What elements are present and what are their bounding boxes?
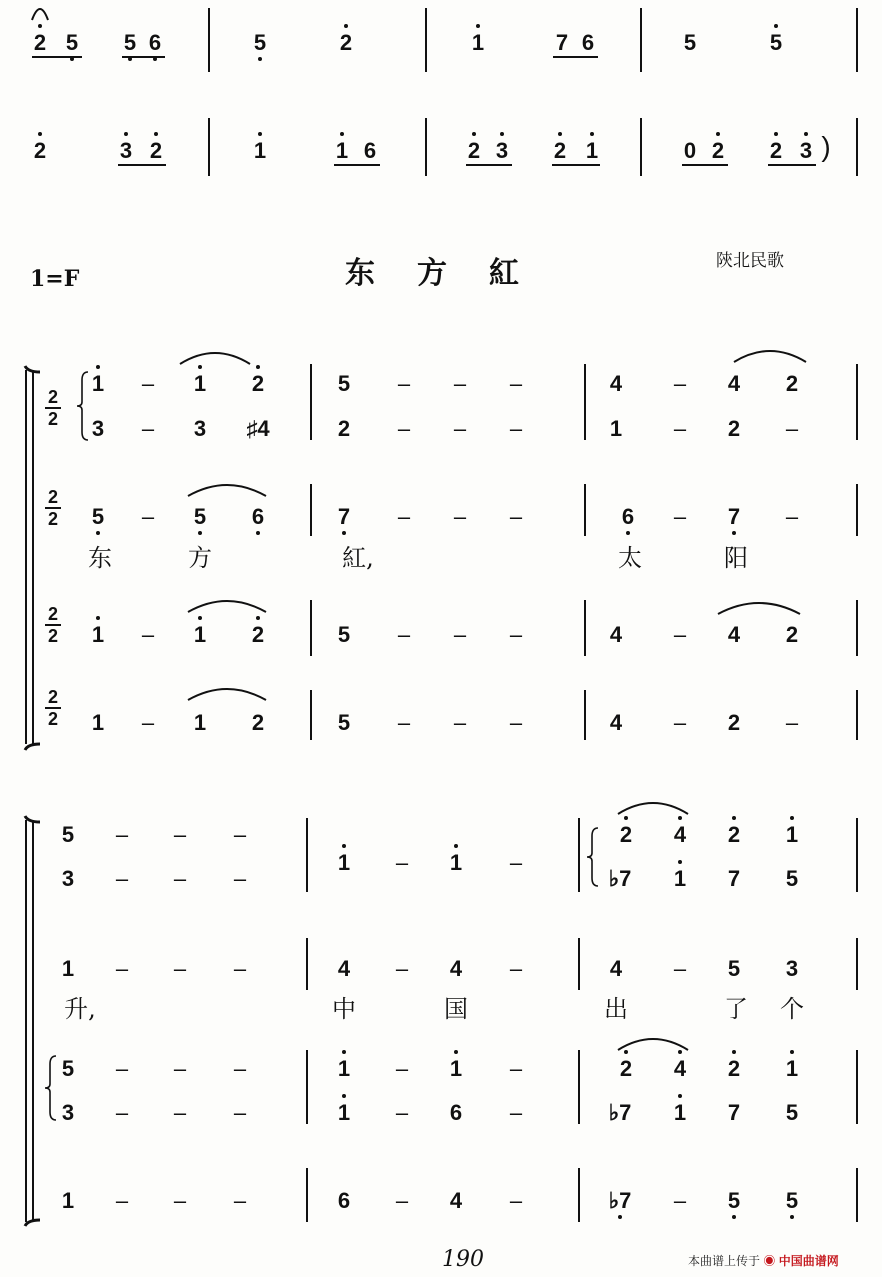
note: 6 bbox=[337, 1188, 351, 1213]
dash: – bbox=[173, 1100, 187, 1125]
time-sig-top: 2 bbox=[47, 604, 58, 624]
note: 4 bbox=[727, 622, 741, 647]
note: 2 bbox=[149, 138, 163, 163]
dash: – bbox=[395, 850, 409, 875]
time-sig-bottom: 2 bbox=[47, 626, 58, 646]
note: 1 bbox=[673, 1100, 687, 1125]
page-number: 190 bbox=[442, 1247, 484, 1272]
tie-slur bbox=[188, 485, 266, 496]
system-bracket-bottom bbox=[25, 1220, 40, 1226]
dash: – bbox=[397, 416, 411, 441]
lyric-syllable: 国 bbox=[444, 995, 468, 1023]
dash: – bbox=[673, 710, 687, 735]
lyric-syllable: 了 bbox=[724, 995, 748, 1023]
note: 7 bbox=[727, 1100, 741, 1125]
note: 1 bbox=[785, 1056, 799, 1081]
note: 5 bbox=[65, 30, 79, 55]
note: 5 bbox=[727, 956, 741, 981]
note: 4 bbox=[609, 622, 623, 647]
dash: – bbox=[233, 866, 247, 891]
note: 7 bbox=[555, 30, 569, 55]
key-signature: 1=F bbox=[30, 266, 80, 292]
note: 2 bbox=[33, 30, 47, 55]
note: 2 bbox=[33, 138, 47, 163]
note: 5 bbox=[61, 822, 75, 847]
dash: – bbox=[673, 504, 687, 529]
note: 1 bbox=[91, 622, 105, 647]
note: 3 bbox=[91, 416, 105, 441]
note: 3 bbox=[785, 956, 799, 981]
note: 1 bbox=[61, 1188, 75, 1213]
note: 5 bbox=[253, 30, 267, 55]
time-sig-top: 2 bbox=[47, 687, 58, 707]
note: 1 bbox=[785, 822, 799, 847]
note: 2 bbox=[467, 138, 481, 163]
dash: – bbox=[141, 710, 155, 735]
dash: – bbox=[233, 1188, 247, 1213]
dash: – bbox=[115, 956, 129, 981]
note: 2 bbox=[619, 822, 633, 847]
dash: – bbox=[509, 416, 523, 441]
note: 5 bbox=[785, 1188, 799, 1213]
dash: – bbox=[395, 1188, 409, 1213]
tie-slur bbox=[32, 9, 48, 20]
dash: – bbox=[395, 1056, 409, 1081]
note: 1 bbox=[471, 30, 485, 55]
dash: – bbox=[141, 371, 155, 396]
note: 4 bbox=[673, 1056, 687, 1081]
lyric-syllable: 东 bbox=[88, 544, 112, 572]
note: 5 bbox=[193, 504, 207, 529]
note: 1 bbox=[585, 138, 599, 163]
note: 5 bbox=[785, 866, 799, 891]
note: 5 bbox=[337, 371, 351, 396]
note: 2 bbox=[785, 622, 799, 647]
note: 5 bbox=[337, 622, 351, 647]
dash: – bbox=[509, 710, 523, 735]
tie-slur bbox=[734, 351, 806, 362]
note: 7 bbox=[337, 504, 351, 529]
dash: – bbox=[233, 1056, 247, 1081]
dash: – bbox=[173, 1056, 187, 1081]
note: 1 bbox=[337, 850, 351, 875]
dash: – bbox=[233, 1100, 247, 1125]
dash: – bbox=[453, 504, 467, 529]
dash: – bbox=[115, 822, 129, 847]
note: 0 bbox=[683, 138, 697, 163]
dash: – bbox=[115, 1188, 129, 1213]
note: 1 bbox=[449, 1056, 463, 1081]
dash: – bbox=[173, 822, 187, 847]
note: 3 bbox=[61, 1100, 75, 1125]
lyric-syllable: 升, bbox=[64, 995, 96, 1023]
note: ♭7 bbox=[608, 866, 632, 891]
note: 1 bbox=[673, 866, 687, 891]
note: 1 bbox=[449, 850, 463, 875]
note: 2 bbox=[337, 416, 351, 441]
dash: – bbox=[785, 504, 799, 529]
dash: – bbox=[673, 622, 687, 647]
note: 7 bbox=[727, 504, 741, 529]
voice-brace bbox=[77, 372, 88, 440]
note: 6 bbox=[148, 30, 162, 55]
note: 3 bbox=[119, 138, 133, 163]
note: 1 bbox=[337, 1100, 351, 1125]
note: 1 bbox=[335, 138, 349, 163]
dash: – bbox=[785, 416, 799, 441]
note: 1 bbox=[91, 710, 105, 735]
tie-slur bbox=[180, 353, 250, 364]
dash: – bbox=[397, 371, 411, 396]
note: 5 bbox=[727, 1188, 741, 1213]
note: 1 bbox=[91, 371, 105, 396]
song-title: 东方紅 bbox=[345, 256, 561, 291]
dash: – bbox=[453, 371, 467, 396]
voice-brace bbox=[587, 828, 598, 886]
note: 6 bbox=[621, 504, 635, 529]
note: 2 bbox=[339, 30, 353, 55]
note: 5 bbox=[337, 710, 351, 735]
voice-brace bbox=[45, 1056, 56, 1120]
note: 3 bbox=[193, 416, 207, 441]
note: 5 bbox=[123, 30, 137, 55]
site-brand: 中国曲谱网 bbox=[778, 1254, 839, 1268]
dash: – bbox=[233, 956, 247, 981]
time-sig-top: 2 bbox=[47, 487, 58, 507]
note: ♯4 bbox=[246, 416, 270, 441]
dash: – bbox=[115, 1100, 129, 1125]
note: 5 bbox=[61, 1056, 75, 1081]
note: 4 bbox=[609, 710, 623, 735]
note: 4 bbox=[609, 956, 623, 981]
note: 6 bbox=[581, 30, 595, 55]
note: ♭7 bbox=[608, 1188, 632, 1213]
note: 1 bbox=[253, 138, 267, 163]
note: 2 bbox=[727, 1056, 741, 1081]
lyric-syllable: 阳 bbox=[724, 544, 748, 572]
dash: – bbox=[173, 866, 187, 891]
dash: – bbox=[395, 1100, 409, 1125]
tie-slur bbox=[618, 803, 688, 814]
upload-note: 本曲谱上传于 bbox=[688, 1254, 761, 1268]
time-sig-bottom: 2 bbox=[47, 509, 58, 529]
dash: – bbox=[115, 866, 129, 891]
system-bracket-top bbox=[25, 816, 40, 822]
tie-slur bbox=[618, 1039, 688, 1050]
note: 1 bbox=[609, 416, 623, 441]
system-bracket-bottom bbox=[25, 744, 40, 750]
note: 6 bbox=[363, 138, 377, 163]
dash: – bbox=[141, 416, 155, 441]
dash: – bbox=[509, 371, 523, 396]
tie-slur bbox=[718, 603, 800, 614]
dash: – bbox=[509, 850, 523, 875]
dash: – bbox=[141, 504, 155, 529]
composer-credit: 陝北民歌 bbox=[716, 251, 784, 271]
note: ♭7 bbox=[608, 1100, 632, 1125]
note: 2 bbox=[711, 138, 725, 163]
time-sig-bottom: 2 bbox=[47, 409, 58, 429]
dash: – bbox=[395, 956, 409, 981]
dash: – bbox=[115, 1056, 129, 1081]
dash: – bbox=[141, 622, 155, 647]
note: 4 bbox=[337, 956, 351, 981]
note: 2 bbox=[727, 822, 741, 847]
note: 4 bbox=[673, 822, 687, 847]
dash: – bbox=[397, 504, 411, 529]
dash: – bbox=[673, 416, 687, 441]
lyric-syllable: 中 bbox=[332, 995, 356, 1023]
dash: – bbox=[173, 1188, 187, 1213]
note: 1 bbox=[61, 956, 75, 981]
time-sig-top: 2 bbox=[47, 387, 58, 407]
dash: – bbox=[233, 822, 247, 847]
note: 5 bbox=[785, 1100, 799, 1125]
note: 3 bbox=[495, 138, 509, 163]
dash: – bbox=[397, 710, 411, 735]
dash: – bbox=[453, 710, 467, 735]
note: 2 bbox=[251, 371, 265, 396]
note: 1 bbox=[337, 1056, 351, 1081]
dash: – bbox=[673, 1188, 687, 1213]
tie-slur bbox=[188, 689, 266, 700]
dash: – bbox=[673, 956, 687, 981]
note: 4 bbox=[449, 1188, 463, 1213]
tie-slur bbox=[188, 601, 266, 612]
dash: – bbox=[173, 956, 187, 981]
dash: – bbox=[509, 1100, 523, 1125]
note: 2 bbox=[619, 1056, 633, 1081]
dash: – bbox=[785, 710, 799, 735]
note: 2 bbox=[727, 416, 741, 441]
system-bracket-top bbox=[25, 366, 40, 372]
note: 3 bbox=[61, 866, 75, 891]
note: 2 bbox=[251, 622, 265, 647]
note: 3 bbox=[799, 138, 813, 163]
note: 4 bbox=[727, 371, 741, 396]
note: 2 bbox=[769, 138, 783, 163]
closing-paren: ) bbox=[821, 131, 831, 162]
note: 5 bbox=[683, 30, 697, 55]
note: 1 bbox=[193, 710, 207, 735]
note: 5 bbox=[769, 30, 783, 55]
dash: – bbox=[509, 1056, 523, 1081]
note: 2 bbox=[553, 138, 567, 163]
note: 6 bbox=[251, 504, 265, 529]
dash: – bbox=[509, 622, 523, 647]
note: 2 bbox=[251, 710, 265, 735]
lyric-syllable: 出 bbox=[604, 995, 628, 1023]
time-sig-bottom: 2 bbox=[47, 709, 58, 729]
dash: – bbox=[509, 956, 523, 981]
site-logo-icon: ◉ bbox=[763, 1254, 776, 1268]
note: 4 bbox=[609, 371, 623, 396]
dash: – bbox=[673, 371, 687, 396]
note: 6 bbox=[449, 1100, 463, 1125]
lyric-syllable: 紅, bbox=[342, 544, 374, 572]
lyric-syllable: 个 bbox=[780, 995, 804, 1023]
note: 2 bbox=[785, 371, 799, 396]
dash: – bbox=[509, 1188, 523, 1213]
dash: – bbox=[453, 416, 467, 441]
dash: – bbox=[453, 622, 467, 647]
note: 7 bbox=[727, 866, 741, 891]
dash: – bbox=[397, 622, 411, 647]
lyric-syllable: 方 bbox=[188, 544, 212, 572]
note: 4 bbox=[449, 956, 463, 981]
dash: – bbox=[509, 504, 523, 529]
note: 1 bbox=[193, 622, 207, 647]
lyric-syllable: 太 bbox=[618, 544, 642, 572]
note: 5 bbox=[91, 504, 105, 529]
note: 1 bbox=[193, 371, 207, 396]
note: 2 bbox=[727, 710, 741, 735]
